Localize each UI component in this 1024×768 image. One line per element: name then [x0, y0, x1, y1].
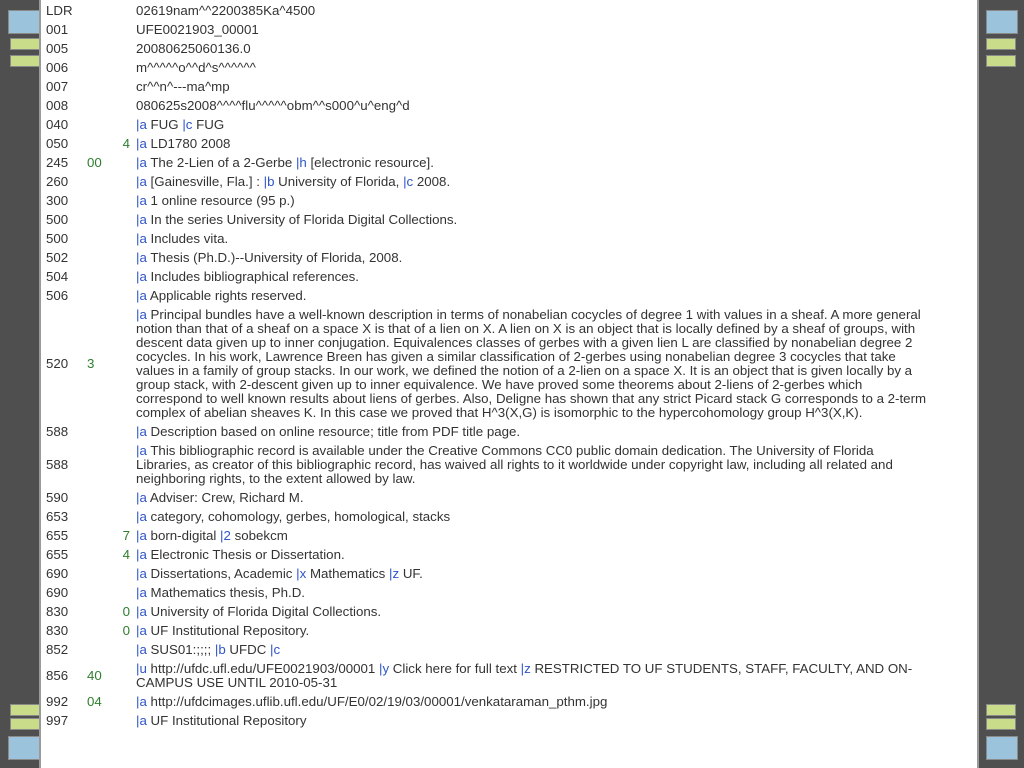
marc-field-value: [136, 423, 930, 442]
marc-indicator: [84, 211, 136, 230]
marc-tag: 001: [46, 22, 69, 37]
subfield-code: |x: [296, 566, 307, 581]
marc-tag: 245: [46, 155, 69, 170]
marc-indicator: [84, 2, 136, 21]
subfield-code: |a: [136, 490, 147, 505]
subfield-code: |a: [136, 250, 147, 265]
subfield-code: |a: [136, 694, 147, 709]
subfield-code: |u: [136, 661, 147, 676]
marc-tag: 502: [46, 250, 69, 265]
marc-tag: LDR: [46, 3, 73, 18]
marc-tag: 008: [46, 98, 69, 113]
marc-field-value: [136, 527, 930, 546]
subfield-text: RESTRICTED TO UF STUDENTS, STAFF, FACULTY, AND ON-CAMPUS USE UNTIL 2010-05-31: [136, 661, 913, 690]
marc-indicator: 40: [87, 668, 102, 683]
marc-indicator: 04: [87, 694, 102, 709]
marc-field-row: [46, 423, 930, 442]
marc-field-value: m^^^^^o^^d^s^^^^^^: [136, 60, 256, 75]
subfield-code: |a: [136, 307, 147, 322]
marc-field-value: [136, 442, 930, 489]
marc-field-row: [46, 287, 930, 306]
subfield-code: |2: [220, 528, 231, 543]
subfield-text: Mathematics: [306, 566, 390, 581]
marc-indicator: 3: [87, 356, 95, 371]
marc-indicator: [84, 489, 136, 508]
marc-field-row: [46, 489, 930, 508]
marc-field-value: [136, 660, 930, 693]
marc-indicator: [84, 59, 136, 78]
subfield-code: |b: [214, 642, 226, 657]
marc-field-value: [136, 192, 930, 211]
left-tab-upper-1: [10, 38, 40, 50]
marc-indicator: [84, 173, 136, 192]
marc-tag: 260: [46, 174, 69, 189]
marc-tag: 050: [46, 136, 69, 151]
marc-field-value: UFE0021903_00001: [136, 22, 259, 37]
marc-indicator: [84, 565, 136, 584]
subfield-text: 1 online resource (95 p.): [146, 193, 295, 208]
marc-tag: 007: [46, 79, 69, 94]
subfield-code: |a: [136, 585, 147, 600]
subfield-text: Click here for full text: [389, 661, 521, 676]
marc-field-value: [136, 306, 930, 423]
marc-tag: 830: [46, 604, 69, 619]
marc-field-value: [136, 173, 930, 192]
left-tab-top: [8, 10, 40, 34]
subfield-code: |a: [136, 193, 147, 208]
marc-tag: 006: [46, 60, 69, 75]
subfield-text: Includes bibliographical references.: [146, 269, 359, 284]
left-tab-bottom: [8, 736, 40, 760]
marc-field-value: [136, 546, 930, 565]
subfield-text: born-digital: [146, 528, 221, 543]
marc-field-row: [46, 230, 930, 249]
subfield-code: |z: [389, 566, 400, 581]
marc-tag: 852: [46, 642, 69, 657]
marc-tag: 588: [46, 424, 69, 439]
marc-indicator: [84, 712, 136, 731]
right-tab-lower-2: [986, 718, 1016, 730]
marc-field-row: [46, 59, 930, 78]
marc-field-value: cr^^n^---ma^mp: [136, 79, 230, 94]
subfield-code: |a: [136, 174, 147, 189]
marc-tag: 690: [46, 566, 69, 581]
marc-tag: 520: [46, 356, 69, 371]
marc-field-value: [136, 508, 930, 527]
subfield-code: |b: [263, 174, 275, 189]
subfield-text: Adviser: Crew, Richard M.: [146, 490, 304, 505]
subfield-text: 2008.: [413, 174, 451, 189]
subfield-code: |a: [136, 136, 147, 151]
marc-field-value: [136, 489, 930, 508]
subfield-text: sobekcm: [230, 528, 288, 543]
marc-indicator: [84, 78, 136, 97]
marc-indicator: [84, 442, 136, 489]
marc-tag: 655: [46, 547, 69, 562]
marc-tag: 655: [46, 528, 69, 543]
marc-field-row: [46, 442, 930, 489]
subfield-text: [electronic resource].: [306, 155, 434, 170]
subfield-text: Electronic Thesis or Dissertation.: [146, 547, 345, 562]
marc-tag: 040: [46, 117, 69, 132]
marc-field-value: [136, 712, 930, 731]
subfield-code: |h: [295, 155, 307, 170]
marc-field-value: [136, 116, 930, 135]
marc-field-row: [46, 622, 930, 641]
marc-field-value: [136, 693, 930, 712]
subfield-text: FUG: [146, 117, 183, 132]
marc-field-row: [46, 135, 930, 154]
marc-field-row: [46, 584, 930, 603]
marc-tag: 653: [46, 509, 69, 524]
marc-indicator: [84, 584, 136, 603]
right-tab-top: [986, 10, 1018, 34]
subfield-text: UFDC: [225, 642, 271, 657]
marc-indicator: [84, 230, 136, 249]
subfield-text: UF.: [399, 566, 423, 581]
marc-field-value: [136, 603, 930, 622]
subfield-text: UF Institutional Repository.: [146, 623, 310, 638]
subfield-code: |z: [520, 661, 531, 676]
marc-indicator: [84, 21, 136, 40]
subfield-code: |a: [136, 231, 147, 246]
marc-tag: 500: [46, 231, 69, 246]
subfield-text: FUG: [192, 117, 225, 132]
subfield-code: |a: [136, 713, 147, 728]
marc-field-row: [46, 603, 930, 622]
marc-indicator: 00: [87, 155, 102, 170]
subfield-text: Applicable rights reserved.: [146, 288, 307, 303]
marc-record-panel: [39, 0, 979, 768]
marc-indicator: [84, 641, 136, 660]
marc-field-row: [46, 21, 930, 40]
marc-indicator: 0: [122, 604, 130, 619]
subfield-text: Thesis (Ph.D.)--University of Florida, 2008.: [146, 250, 403, 265]
subfield-text: Principal bundles have a well-known description in terms of nonabelian cocycles of degree 1 with values in a sheaf. A more general notion than that of a sheaf on a space X is that of a lien on X. A lien on X is an object that is locally defined by a sheaf of groups, with descent data given up to inner conjugation. Equivalences classes of gerbes with a given lien L are classified by nonabelian degree 2 cocycles. In his work, Lawrence Breen has given a similar classification of 2-gerbes using nonabelian degree 3 cocycles that take values in a family of group stacks. In our work, we defined the notion of a 2-lien on a space X. It is an object that is given locally by a group stack, with 2-descent given up to inner equivalence. We have proved some theorems about 2-liens of 2-gerbes which correspond to well known results about liens of gerbes. Also, Deligne has shown that any strict Picard stack G corresponds to a 2-term complex of abelian sheaves K. In this case we proved that H^3(X,G) is isomorphic to the hypercohomology group H^3(X,K).: [136, 307, 927, 420]
marc-field-value: [136, 622, 930, 641]
subfield-code: |a: [136, 424, 147, 439]
marc-indicator: [84, 287, 136, 306]
marc-field-value: [136, 249, 930, 268]
marc-field-value: 20080625060136.0: [136, 41, 251, 56]
marc-field-value: [136, 211, 930, 230]
marc-field-row: [46, 249, 930, 268]
marc-indicator: 4: [122, 547, 130, 562]
marc-tag: 504: [46, 269, 69, 284]
subfield-code: |a: [136, 642, 147, 657]
subfield-code: |a: [136, 547, 147, 562]
subfield-code: |a: [136, 212, 147, 227]
subfield-code: |c: [270, 642, 281, 657]
subfield-text: UF Institutional Repository: [146, 713, 307, 728]
marc-field-row: [46, 565, 930, 584]
marc-tag: 590: [46, 490, 69, 505]
left-tab-lower-2: [10, 718, 40, 730]
marc-field-row: [46, 78, 930, 97]
marc-field-row: [46, 712, 930, 731]
subfield-text: This bibliographic record is available under the Creative Commons CC0 public domain dedication. The University of Florida Libraries, as creator of this bibliographic record, has waived all rights to it worldwide under copyright law, including all related and neighboring rights, to the extent allowed by law.: [136, 443, 893, 486]
subfield-text: In the series University of Florida Digital Collections.: [146, 212, 458, 227]
subfield-code: |y: [378, 661, 390, 676]
subfield-text: Includes vita.: [146, 231, 229, 246]
marc-field-row: [46, 306, 930, 423]
subfield-text: The 2-Lien of a 2-Gerbe: [146, 155, 296, 170]
marc-indicator: [84, 268, 136, 287]
right-tab-lower-1: [986, 704, 1016, 716]
marc-indicator: [84, 192, 136, 211]
marc-indicator: [84, 249, 136, 268]
marc-indicator: [84, 97, 136, 116]
subfield-text: University of Florida Digital Collections.: [146, 604, 382, 619]
marc-field-value: [136, 154, 930, 173]
subfield-code: |a: [136, 288, 147, 303]
marc-field-row: [46, 546, 930, 565]
marc-indicator: 0: [122, 623, 130, 638]
subfield-text: LD1780 2008: [146, 136, 231, 151]
marc-tag: 992: [46, 694, 69, 709]
marc-tag: 830: [46, 623, 69, 638]
marc-field-row: [46, 508, 930, 527]
marc-field-value: [136, 135, 930, 154]
subfield-text: [Gainesville, Fla.] :: [146, 174, 264, 189]
subfield-text: SUS01:;;;;: [146, 642, 215, 657]
subfield-code: |c: [403, 174, 414, 189]
left-tab-upper-2: [10, 55, 40, 67]
marc-field-row: [46, 40, 930, 59]
marc-field-value: [136, 565, 930, 584]
subfield-code: |a: [136, 566, 147, 581]
marc-tag: 856: [46, 668, 69, 683]
marc-field-row: [46, 693, 930, 712]
marc-tag: 300: [46, 193, 69, 208]
marc-field-row: [46, 2, 930, 21]
subfield-code: |a: [136, 623, 147, 638]
marc-tag: 690: [46, 585, 69, 600]
marc-field-row: [46, 173, 930, 192]
right-tab-bottom: [986, 736, 1018, 760]
marc-field-value: [136, 230, 930, 249]
subfield-code: |a: [136, 604, 147, 619]
right-tab-upper-2: [986, 55, 1016, 67]
subfield-code: |a: [136, 117, 147, 132]
marc-tag: 005: [46, 41, 69, 56]
marc-field-row: [46, 116, 930, 135]
marc-indicator: 7: [122, 528, 130, 543]
marc-field-row: [46, 154, 930, 173]
marc-field-value: 080625s2008^^^^flu^^^^^obm^^s000^u^eng^d: [136, 98, 410, 113]
marc-field-value: [136, 584, 930, 603]
marc-indicator: 4: [122, 136, 130, 151]
subfield-text: Description based on online resource; title from PDF title page.: [146, 424, 521, 439]
marc-record-body: [46, 2, 930, 731]
marc-field-value: [136, 287, 930, 306]
marc-field-row: [46, 268, 930, 287]
subfield-code: |a: [136, 443, 147, 458]
marc-tag: 500: [46, 212, 69, 227]
marc-indicator: [84, 40, 136, 59]
marc-field-row: [46, 97, 930, 116]
subfield-text: category, cohomology, gerbes, homological, stacks: [146, 509, 451, 524]
marc-field-value: 02619nam^^2200385Ka^4500: [136, 3, 316, 18]
marc-indicator: [84, 116, 136, 135]
subfield-text: Mathematics thesis, Ph.D.: [146, 585, 306, 600]
subfield-code: |c: [182, 117, 193, 132]
marc-tag: 997: [46, 713, 69, 728]
marc-indicator: [84, 508, 136, 527]
marc-field-row: [46, 192, 930, 211]
subfield-text: http://ufdcimages.uflib.ufl.edu/UF/E0/02/19/03/00001/venkataraman_pthm.jpg: [146, 694, 608, 709]
marc-field-row: [46, 641, 930, 660]
subfield-text: Dissertations, Academic: [146, 566, 297, 581]
subfield-code: |a: [136, 155, 147, 170]
subfield-text: University of Florida,: [274, 174, 404, 189]
subfield-text: http://ufdc.ufl.edu/UFE0021903/00001: [146, 661, 379, 676]
marc-indicator: [84, 423, 136, 442]
marc-field-row: [46, 527, 930, 546]
marc-field-value: [136, 641, 930, 660]
subfield-code: |a: [136, 509, 147, 524]
marc-tag: 506: [46, 288, 69, 303]
subfield-code: |a: [136, 269, 147, 284]
marc-field-row: [46, 660, 930, 693]
right-tab-upper-1: [986, 38, 1016, 50]
left-tab-lower-1: [10, 704, 40, 716]
marc-record-table: [46, 2, 930, 731]
marc-field-value: [136, 268, 930, 287]
subfield-code: |a: [136, 528, 147, 543]
marc-field-row: [46, 211, 930, 230]
marc-tag: 588: [46, 457, 69, 472]
